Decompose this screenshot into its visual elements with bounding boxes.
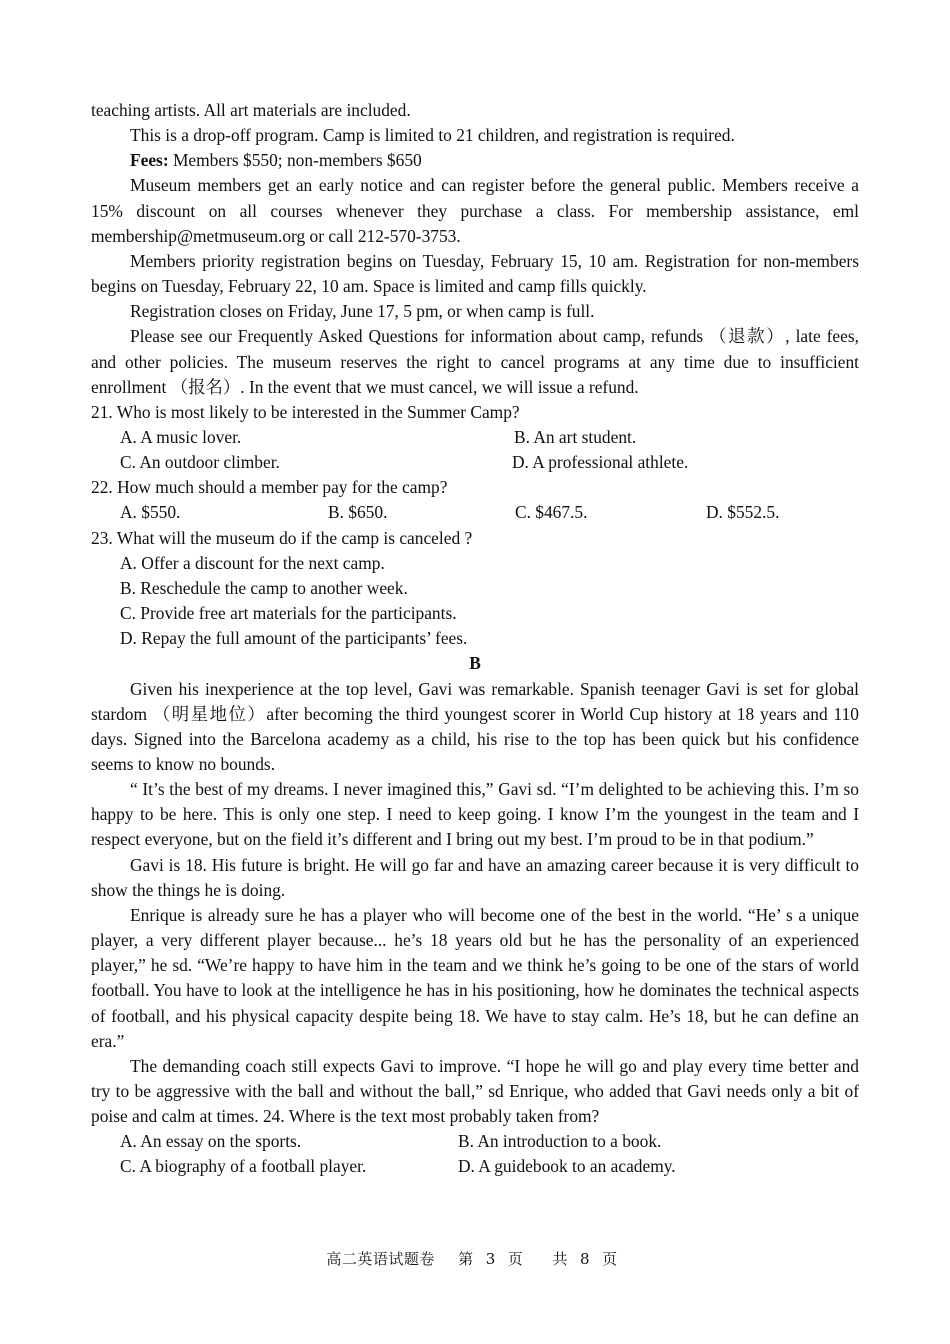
- footer-exam-title: 高二英语试题卷: [326, 1250, 435, 1268]
- passage-b-paragraph-with-question-24: [91, 1054, 859, 1129]
- option-a[interactable]: A. An essay on the sports.: [120, 1131, 302, 1152]
- option-d[interactable]: D. $552.5.: [706, 502, 780, 523]
- fees-line: [91, 148, 859, 173]
- passage-b-paragraph: Enrique is already sure he has a player who will become one of the best in the world. “He’ s a unique player, a very different player because... he’s 18 years old but he has the personality of an experienced player,” he sd. “We’re happy to have him in the team and we think he’s going to be one of the stars of world football. You have to look at the intelligence he has in his positioning, how he dominates the technical aspects of football, and his physical capacity despite being 18. We have to stay calm. He’s 18, but he can define an era.”: [91, 904, 859, 1051]
- section-b-heading: B: [469, 653, 481, 674]
- option-d[interactable]: D. A professional athlete.: [512, 452, 689, 473]
- option-c[interactable]: C. A biography of a football player.: [120, 1156, 367, 1177]
- option-c[interactable]: C. An outdoor climber.: [120, 452, 280, 473]
- option-b[interactable]: B. An art student.: [514, 427, 637, 448]
- question-23: [91, 526, 859, 551]
- exam-page: [91, 98, 859, 1180]
- question-22: [91, 475, 859, 500]
- options-row: [91, 450, 859, 475]
- options-row: [91, 425, 859, 450]
- question-text: What will the museum do if the camp is canceled ?: [116, 527, 473, 548]
- passage-a-paragraph: teaching artists. All art materials are included.: [91, 100, 411, 120]
- question-text: How much should a member pay for the camp?: [117, 477, 448, 498]
- page-number: 3: [485, 1250, 496, 1268]
- page-label-pre: 第: [458, 1250, 474, 1268]
- option-c[interactable]: C. Provide free art materials for the participants.: [120, 603, 457, 624]
- passage-a-paragraph: Members priority registration begins on Tuesday, February 15, 10 am. Registration for non-members begins on Tuesday, February 22, 10 am. Space is limited and camp fills quickly.: [91, 250, 859, 297]
- passage-b-paragraph: Gavi is 18. His future is bright. He will go far and have an amazing career because it is very difficult to show the things he is doing.: [91, 854, 859, 900]
- passage-a-paragraph: Please see our Frequently Asked Questions for information about camp, refunds （退款）, late fees, and other policies. The museum reserves the right to cancel programs at any time due to insufficient enrollment （报名）. In the event that we must cancel, we will issue a refund.: [91, 326, 859, 397]
- passage-a-paragraph: This is a drop-off program. Camp is limited to 21 children, and registration is required.: [130, 125, 735, 146]
- option-d[interactable]: D. A guidebook to an academy.: [458, 1156, 676, 1177]
- question-number: 24.: [262, 1106, 285, 1127]
- page-label-post: 页: [507, 1250, 524, 1268]
- passage-a-paragraph: Museum members get an early notice and can register before the general public. Members receive a 15% discount on all courses whenever they purchase a class. For membership assistance, eml membership@metmuseum.org or call 212-570-3753.: [91, 175, 859, 246]
- passage-b-paragraph: “ It’s the best of my dreams. I never imagined this,” Gavi sd. “I’m delighted to be achieving this. I’m so happy to be here. This is only one step. I need to keep going. I know I’m the youngest in the team and I respect everyone, but on the field it’s different and I bring out my best. I’m proud to be in that podium.”: [91, 779, 859, 850]
- option-b[interactable]: B. An introduction to a book.: [458, 1131, 662, 1152]
- fees-label: Fees:: [130, 150, 169, 171]
- question-21: [91, 400, 859, 425]
- total-pages: 8: [580, 1250, 591, 1268]
- option-a[interactable]: A. Offer a discount for the next camp.: [120, 552, 385, 573]
- page-footer: [0, 1248, 950, 1269]
- total-label-pre: 共: [552, 1250, 569, 1268]
- passage-a-paragraph: Registration closes on Friday, June 17, 5 pm, or when camp is full.: [130, 301, 595, 322]
- footer-page-indicator: [452, 1250, 529, 1268]
- options-row: [91, 500, 859, 525]
- question-text: Who is most likely to be interested in the Summer Camp?: [116, 401, 520, 422]
- passage-b-paragraph: Given his inexperience at the top level, Gavi was remarkable. Spanish teenager Gavi is set for global stardom （明星地位）after becoming the third youngest scorer in World Cup history at 18 years and 110 days. Signed into the Barcelona academy as a child, his rise to the top has been quick but his confidence seems to know no bounds.: [91, 678, 859, 774]
- question-number: 21.: [91, 401, 113, 422]
- total-label-post: 页: [602, 1250, 618, 1268]
- option-b[interactable]: B. $650.: [328, 502, 388, 523]
- fees-value: Members $550; non-members $650: [168, 150, 422, 171]
- option-d[interactable]: D. Repay the full amount of the participants’ fees.: [120, 628, 468, 649]
- passage-b-last-paragraph: The demanding coach still expects Gavi to improve. “I hope he will go and play every time better and try to be aggressive with the ball and without the ball,” sd Enrique, who added that Gavi needs only a bit of poise and calm at times.: [91, 1055, 859, 1127]
- footer-total-indicator: [547, 1250, 624, 1268]
- question-text: Where is the text most probably taken from?: [288, 1106, 600, 1127]
- question-number: 23.: [91, 527, 113, 548]
- options-row: [91, 1154, 859, 1179]
- option-c[interactable]: C. $467.5.: [515, 502, 588, 523]
- option-a[interactable]: A. A music lover.: [120, 427, 242, 448]
- options-row: [91, 1129, 859, 1154]
- question-number: 22.: [91, 477, 113, 498]
- option-b[interactable]: B. Reschedule the camp to another week.: [120, 577, 408, 598]
- option-a[interactable]: A. $550.: [120, 502, 181, 523]
